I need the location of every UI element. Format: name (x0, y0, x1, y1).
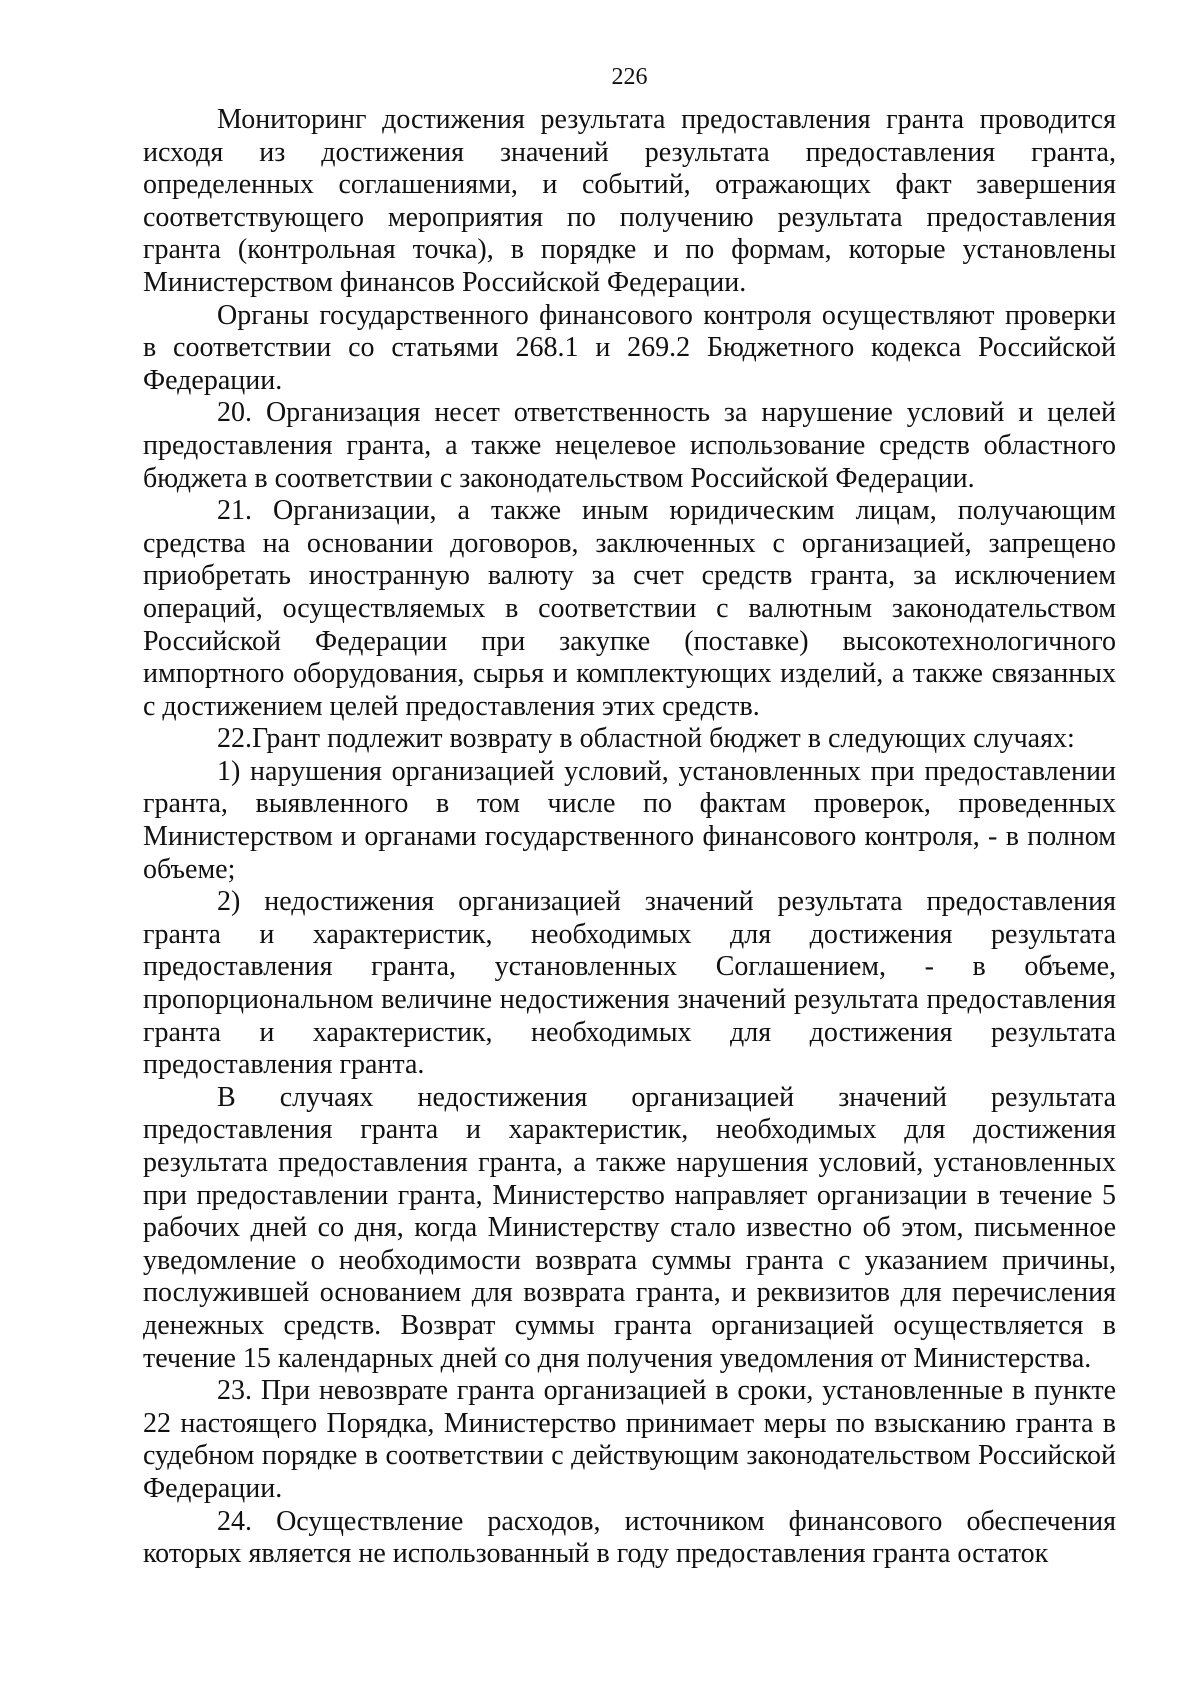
page-number: 226 (611, 64, 648, 90)
paragraph-control-bodies: Органы государственного финансового контроля осуществляют проверки в соответствии со статьями 268.1 и 269.2 Бюджетного кодекса Российской Федерации. (143, 299, 1116, 396)
paragraph-22-item-2: 2) недостижения организацией значений результата предоставления гранта и характеристик, необходимых для достижения результата предоставления гранта, установленных Соглашением, - в объеме, пропорциональном величине недостижения значений результата предоставления гранта и характеристик, необходимых для достижения результата предоставления гранта. (143, 886, 1116, 1081)
paragraph-24: 24. Осуществление расходов, источником финансового обеспечения которых является не использованный в году предоставления гранта остаток (143, 1505, 1116, 1570)
paragraph-23: 23. При невозврате гранта организацией в сроки, установленные в пункте 22 настоящего Порядка, Министерство принимает меры по взысканию гранта в судебном порядке в соответствии с действующим законодательством Российской Федерации. (143, 1375, 1116, 1504)
paragraph-return-notice: В случаях недостижения организацией значений результата предоставления гранта и характеристик, необходимых для достижения результата предоставления гранта, а также нарушения условий, установленных при предоставлении гранта, Министерство направляет организации в течение 5 рабочих дней со дня, когда Министерству стало известно об этом, письменное уведомление о необходимости возврата суммы гранта с указанием причины, послужившей основанием для возврата гранта, и реквизитов для перечисления денежных средств. Возврат суммы гранта организацией осуществляется в течение 15 календарных дней со дня получения уведомления от Министерства. (143, 1081, 1116, 1374)
paragraph-21: 21. Организации, а также иным юридическим лицам, получающим средства на основании договоров, заключенных с организацией, запрещено приобретать иностранную валюту за счет средств гранта, за исключением операций, осуществляемых в соответствии с валютным законодательством Российской Федерации при закупке (поставке) высокотехнологичного импортного оборудования, сырья и комплектующих изделий, а также связанных с достижением целей предоставления этих средств. (143, 495, 1116, 722)
paragraph-20: 20. Организация несет ответственность за нарушение условий и целей предоставления гранта, а также нецелевое использование средств областного бюджета в соответствии с законодательством Российской Федерации. (143, 397, 1116, 494)
paragraph-22: 22.Грант подлежит возврату в областной бюджет в следующих случаях: (217, 723, 1075, 755)
paragraph-monitoring: Мониторинг достижения результата предоставления гранта проводится исходя из достижения значений результата предоставления гранта, определенных соглашениями, и событий, отражающих факт завершения соответствующего мероприятия по получению результата предоставления гранта (контрольная точка), в порядке и по формам, которые установлены Министерством финансов Российской Федерации. (143, 104, 1116, 298)
paragraph-22-item-1: 1) нарушения организацией условий, установленных при предоставлении гранта, выявленного в том числе по фактам проверок, проведенных Министерством и органами государственного финансового контроля, - в полном объеме; (143, 755, 1116, 885)
document-page (143, 62, 1116, 1571)
